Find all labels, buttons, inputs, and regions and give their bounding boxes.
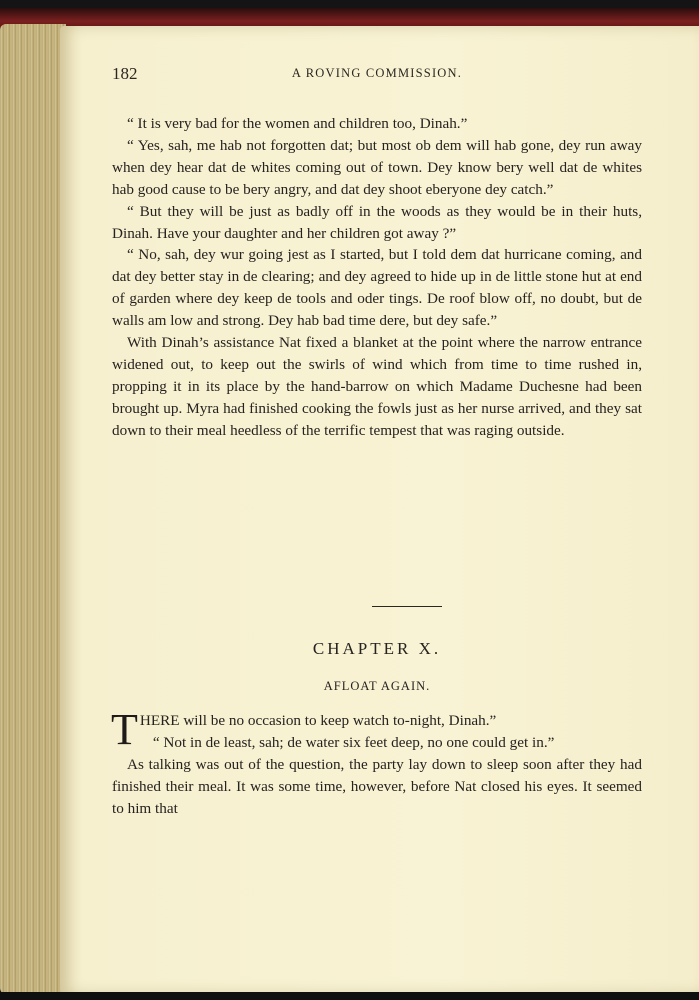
chapter-text	[111, 705, 642, 820]
paragraph: “ It is very bad for the women and children too, Dinah.”	[127, 115, 468, 132]
chapter-title: CHAPTER X.	[312, 639, 442, 658]
paragraph: “ But they will be just as badly off in the woods as they would be in their huts, Dinah. Have your daughter and her children got away ?”	[112, 202, 642, 242]
paragraph: With Dinah’s assistance Nat fixed a blanket at the point where the narrow entrance widened out, to keep out the swirls of wind which from time to time rushed in, propping it in its place by the hand-barrow on which Madame Duchesne had been brought up. Myra had finished cooking the fowls just as her nurse arrived, and they sat down to their meal heedless of the terrific tempest that was raging outside.	[112, 334, 642, 439]
running-head	[112, 64, 642, 88]
chapter-subtitle: AFLOAT AGAIN.	[323, 679, 431, 693]
section-divider	[372, 606, 442, 607]
paragraph: “ No, sah, dey wur going jest as I started, but I told dem dat hurricane coming, and dat dey better stay in de clearing; and dey agreed to hide up in de little stone hut at end of garden where dey keep de tools and oder tings. De roof blow off, no doubt, but de walls am low and strong. Dey hab bad time dere, but dey safe.”	[112, 246, 642, 330]
paragraph: “ Not in de least, sah; de water six feet deep, no one could get in.”	[152, 733, 555, 751]
paragraph: “ Yes, sah, me hab not forgotten dat; but most ob dem will hab gone, dey run away when dey hear dat de whites coming out of town. Dey know bery well dat de whites hab good cause to be bery angry, and dat dey shoot eberyone dey catch.”	[112, 136, 642, 198]
first-paragraph-text: HERE will be no occasion to keep watch to-night, Dinah.”	[139, 712, 497, 729]
running-title: A ROVING COMMISSION.	[291, 66, 463, 80]
page-edges	[0, 24, 66, 994]
drop-cap: T	[111, 705, 138, 754]
scan-bottom-edge	[0, 992, 699, 1000]
body-text	[112, 113, 642, 442]
page-number: 182	[112, 64, 138, 83]
paragraph: As talking was out of the question, the party lay down to sleep soon after they had finished their meal. It was some time, however, before Nat closed his eyes. It seemed to him that	[112, 755, 642, 817]
